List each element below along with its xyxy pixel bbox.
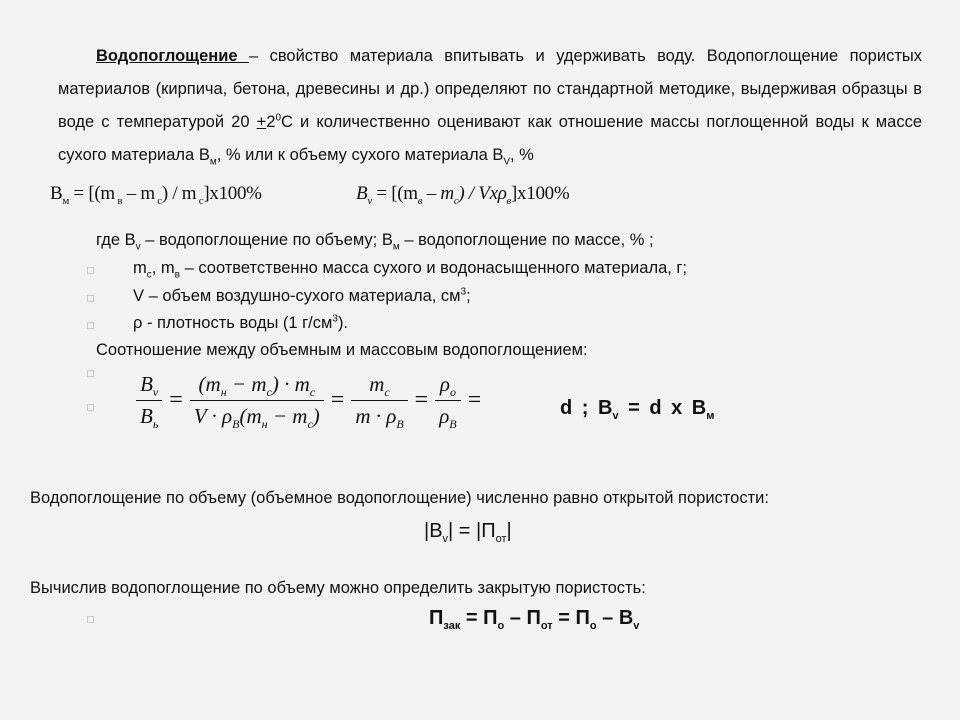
result-text: = d x B bbox=[618, 397, 707, 419]
formula-text: ]x100% bbox=[203, 183, 262, 204]
subscript: в bbox=[506, 194, 512, 207]
formula-symbol: В bbox=[50, 183, 63, 204]
subscript: ь bbox=[152, 417, 159, 432]
subscript: c bbox=[146, 269, 152, 281]
fraction-den: − m bbox=[267, 404, 308, 428]
porosity-text: Водопоглощение по объему (объемное водопоглощение) численно равно открытой пористости: bbox=[30, 489, 769, 507]
term-water-absorption: Водопоглощение bbox=[96, 47, 249, 65]
subscript: от bbox=[495, 533, 507, 545]
legend-text: – водопоглощение по объему; В bbox=[140, 231, 393, 249]
subscript: v bbox=[442, 533, 449, 545]
legend-text: ). bbox=[337, 314, 349, 332]
equation-text: | = |П bbox=[448, 520, 496, 542]
fraction-1 bbox=[136, 372, 162, 432]
fraction-den: ρ bbox=[439, 404, 450, 428]
result-equation bbox=[560, 397, 714, 420]
fraction-den: m · ρ bbox=[355, 404, 397, 428]
fraction-den: ) bbox=[312, 404, 320, 428]
subscript: v bbox=[152, 385, 159, 400]
formula-text: ) / m bbox=[161, 183, 197, 204]
subscript: о bbox=[589, 620, 597, 632]
intro-text: , % bbox=[510, 146, 534, 164]
fraction-num: m bbox=[369, 372, 385, 396]
intro-text: , % или к объему сухого материала В bbox=[216, 146, 504, 164]
porosity-equation bbox=[424, 520, 512, 543]
subscript: м bbox=[209, 156, 217, 168]
fraction-den: B bbox=[140, 404, 153, 428]
fraction-3 bbox=[351, 372, 407, 432]
legend-line-4 bbox=[133, 314, 348, 333]
closed-porosity-equation bbox=[429, 607, 639, 630]
fraction-den: (m bbox=[239, 404, 262, 428]
superscript: 3 bbox=[332, 313, 338, 325]
intro-text: С и количественно оценивают как отношение массы поглощенной воды к массе сухого материала В bbox=[58, 113, 922, 164]
result-text: d ; B bbox=[560, 397, 613, 419]
ratio-equation bbox=[132, 372, 484, 432]
closed-porosity-text: Вычислив водопоглощение по объему можно определить закрытую пористость: bbox=[30, 579, 646, 597]
bullet-icon bbox=[87, 616, 94, 623]
fraction-num: B bbox=[140, 372, 153, 396]
equation-text: – П bbox=[504, 607, 541, 629]
subscript: B bbox=[232, 417, 240, 432]
legend-text: m bbox=[133, 259, 147, 277]
equation-text: |B bbox=[424, 520, 443, 542]
subscript: v bbox=[633, 620, 640, 632]
plus-minus-sign: + bbox=[256, 113, 267, 131]
legend-text: где В bbox=[96, 231, 136, 249]
subscript: м bbox=[62, 194, 70, 207]
formula-text: ]x100% bbox=[511, 183, 570, 204]
subscript: c bbox=[384, 385, 390, 400]
equation-text: – B bbox=[596, 607, 634, 629]
subscript: н bbox=[220, 385, 227, 400]
intro-paragraph bbox=[58, 40, 922, 172]
subscript: с bbox=[453, 194, 459, 207]
formula-text: – m bbox=[422, 183, 454, 204]
subscript: от bbox=[540, 620, 553, 632]
equation-text: = П bbox=[460, 607, 498, 629]
fraction-num: (m bbox=[198, 372, 221, 396]
legend-line-1 bbox=[96, 231, 654, 253]
subscript: v bbox=[612, 410, 619, 422]
fraction-2 bbox=[190, 372, 324, 432]
formula-symbol: В bbox=[356, 183, 368, 204]
legend-text: ρ - плотность воды (1 г/см bbox=[133, 314, 333, 332]
bullet-icon bbox=[87, 295, 94, 302]
equals-sign: = bbox=[467, 387, 482, 413]
subscript: в bbox=[417, 194, 423, 207]
fraction-num: ρ bbox=[439, 372, 450, 396]
fraction-num: − m bbox=[226, 372, 267, 396]
equals-sign: = bbox=[330, 387, 345, 413]
subscript: м bbox=[706, 410, 715, 422]
formula-text: ) / Vxρ bbox=[458, 183, 507, 204]
legend-text: – водопоглощение по массе, % ; bbox=[399, 231, 654, 249]
subscript: н bbox=[261, 417, 268, 432]
legend-text: ; bbox=[466, 287, 471, 305]
subscript: о bbox=[497, 620, 505, 632]
formula-text: = [(m bbox=[371, 183, 418, 204]
subscript: в bbox=[114, 194, 123, 207]
formula-volume-absorption bbox=[356, 183, 569, 205]
fraction-num: ) · m bbox=[271, 372, 310, 396]
subscript: o bbox=[449, 385, 456, 400]
legend-line-2 bbox=[133, 259, 688, 281]
equation-text: = П bbox=[552, 607, 590, 629]
subscript: B bbox=[449, 417, 457, 432]
legend-text: V – объем воздушно-сухого материала, см bbox=[133, 287, 461, 305]
subscript: c bbox=[309, 385, 316, 400]
subscript: с bbox=[154, 194, 162, 207]
equals-sign: = bbox=[169, 387, 183, 413]
superscript: 3 bbox=[460, 286, 467, 298]
subscript: м bbox=[392, 241, 400, 253]
subscript: v bbox=[367, 194, 372, 207]
subscript: зак bbox=[443, 620, 461, 632]
equals-sign: = bbox=[414, 387, 429, 413]
formula-text: = [(m bbox=[69, 183, 115, 204]
subscript: c bbox=[266, 385, 272, 400]
bullet-icon bbox=[87, 370, 94, 377]
subscript: B bbox=[396, 417, 404, 432]
subscript: c bbox=[307, 417, 313, 432]
formula-text: – m bbox=[122, 183, 155, 204]
intro-text: – свойство материала впитывать и удерживать воду. Водопоглощение пористых материалов (кирпича, бетона, древесины и др.) определяют по стандартной методике, выдерживая образцы в воде с температурой 20 bbox=[58, 47, 922, 131]
subscript: с bbox=[196, 194, 204, 207]
formula-mass-absorption bbox=[50, 183, 262, 205]
subscript: V bbox=[503, 156, 511, 168]
bullet-icon bbox=[87, 404, 94, 411]
subscript: v bbox=[135, 241, 141, 253]
fraction-den: V · ρ bbox=[193, 404, 233, 428]
subscript: в bbox=[174, 269, 180, 281]
legend-text: , m bbox=[151, 259, 175, 277]
bullet-icon bbox=[87, 267, 94, 274]
relation-heading: Соотношение между объемным и массовым водопоглощением: bbox=[96, 341, 588, 359]
intro-text: 2 bbox=[266, 113, 276, 131]
degree-superscript: 0 bbox=[275, 112, 282, 124]
equation-text: П bbox=[429, 607, 444, 629]
legend-line-3 bbox=[133, 287, 471, 306]
equation-text: | bbox=[506, 520, 512, 542]
legend-text: – соответственно масса сухого и водонасыщенного материала, г; bbox=[179, 259, 688, 277]
fraction-4 bbox=[435, 372, 460, 432]
bullet-icon bbox=[87, 322, 94, 329]
